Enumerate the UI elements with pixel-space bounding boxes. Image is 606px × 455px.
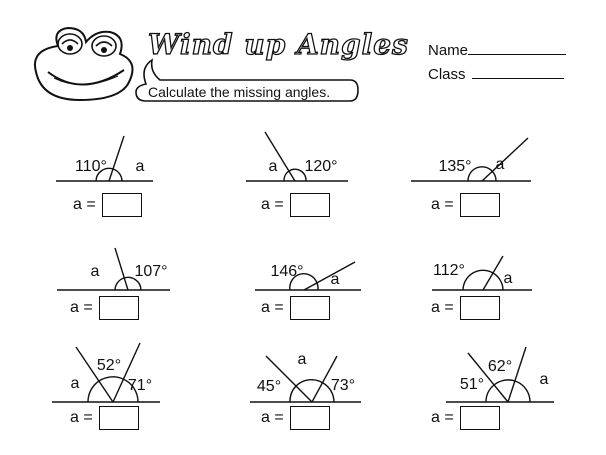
instruction-text: Calculate the missing angles. — [148, 84, 331, 100]
answer-box[interactable] — [290, 193, 330, 217]
answer-label: a = — [431, 409, 454, 426]
answer-row — [70, 296, 139, 320]
angle-label: a — [539, 371, 549, 388]
answer-box[interactable] — [99, 406, 139, 430]
angle-label: 120° — [304, 158, 338, 175]
angle-label: 146° — [270, 263, 304, 280]
angle-label: 110° — [75, 158, 107, 175]
answer-label: a = — [261, 196, 284, 213]
answer-label: a = — [431, 196, 454, 213]
answer-box[interactable] — [460, 296, 500, 320]
angle-label: 62° — [487, 358, 513, 375]
answer-row — [261, 406, 330, 430]
answer-row — [431, 193, 500, 217]
angle-label: a — [135, 158, 145, 175]
angle-label: a — [495, 156, 505, 173]
answer-row — [431, 406, 500, 430]
answer-row — [431, 296, 500, 320]
angle-label: 73° — [330, 377, 356, 394]
angle-label: a — [503, 270, 513, 287]
angle-label: 45° — [256, 378, 282, 395]
angle-label: a — [268, 158, 278, 175]
angle-label: a — [90, 263, 100, 280]
angle-label: 107° — [134, 263, 168, 280]
answer-box[interactable] — [460, 406, 500, 430]
angle-label: a — [70, 375, 80, 392]
answer-box[interactable] — [102, 193, 142, 217]
angle-label: 51° — [459, 376, 485, 393]
answer-label: a = — [261, 409, 284, 426]
class-label: Class — [428, 66, 466, 83]
answer-label: a = — [73, 196, 96, 213]
answer-label: a = — [431, 299, 454, 316]
answer-box[interactable] — [290, 406, 330, 430]
answer-box[interactable] — [99, 296, 139, 320]
answer-row — [70, 406, 139, 430]
answer-label: a = — [70, 409, 93, 426]
angle-label: 135° — [438, 158, 472, 175]
angle-label: 71° — [127, 377, 153, 394]
name-label: Name — [428, 42, 469, 59]
answer-label: a = — [70, 299, 93, 316]
answer-label: a = — [261, 299, 284, 316]
angle-label: 52° — [96, 357, 122, 374]
angle-label: a — [297, 351, 307, 368]
angle-label: a — [330, 271, 340, 288]
angle-label: 112° — [433, 262, 465, 279]
answer-box[interactable] — [290, 296, 330, 320]
answer-row — [261, 296, 330, 320]
answer-row — [261, 193, 330, 217]
answer-row — [73, 193, 142, 217]
answer-box[interactable] — [460, 193, 500, 217]
worksheet-title: Wind up Angles — [148, 28, 409, 61]
